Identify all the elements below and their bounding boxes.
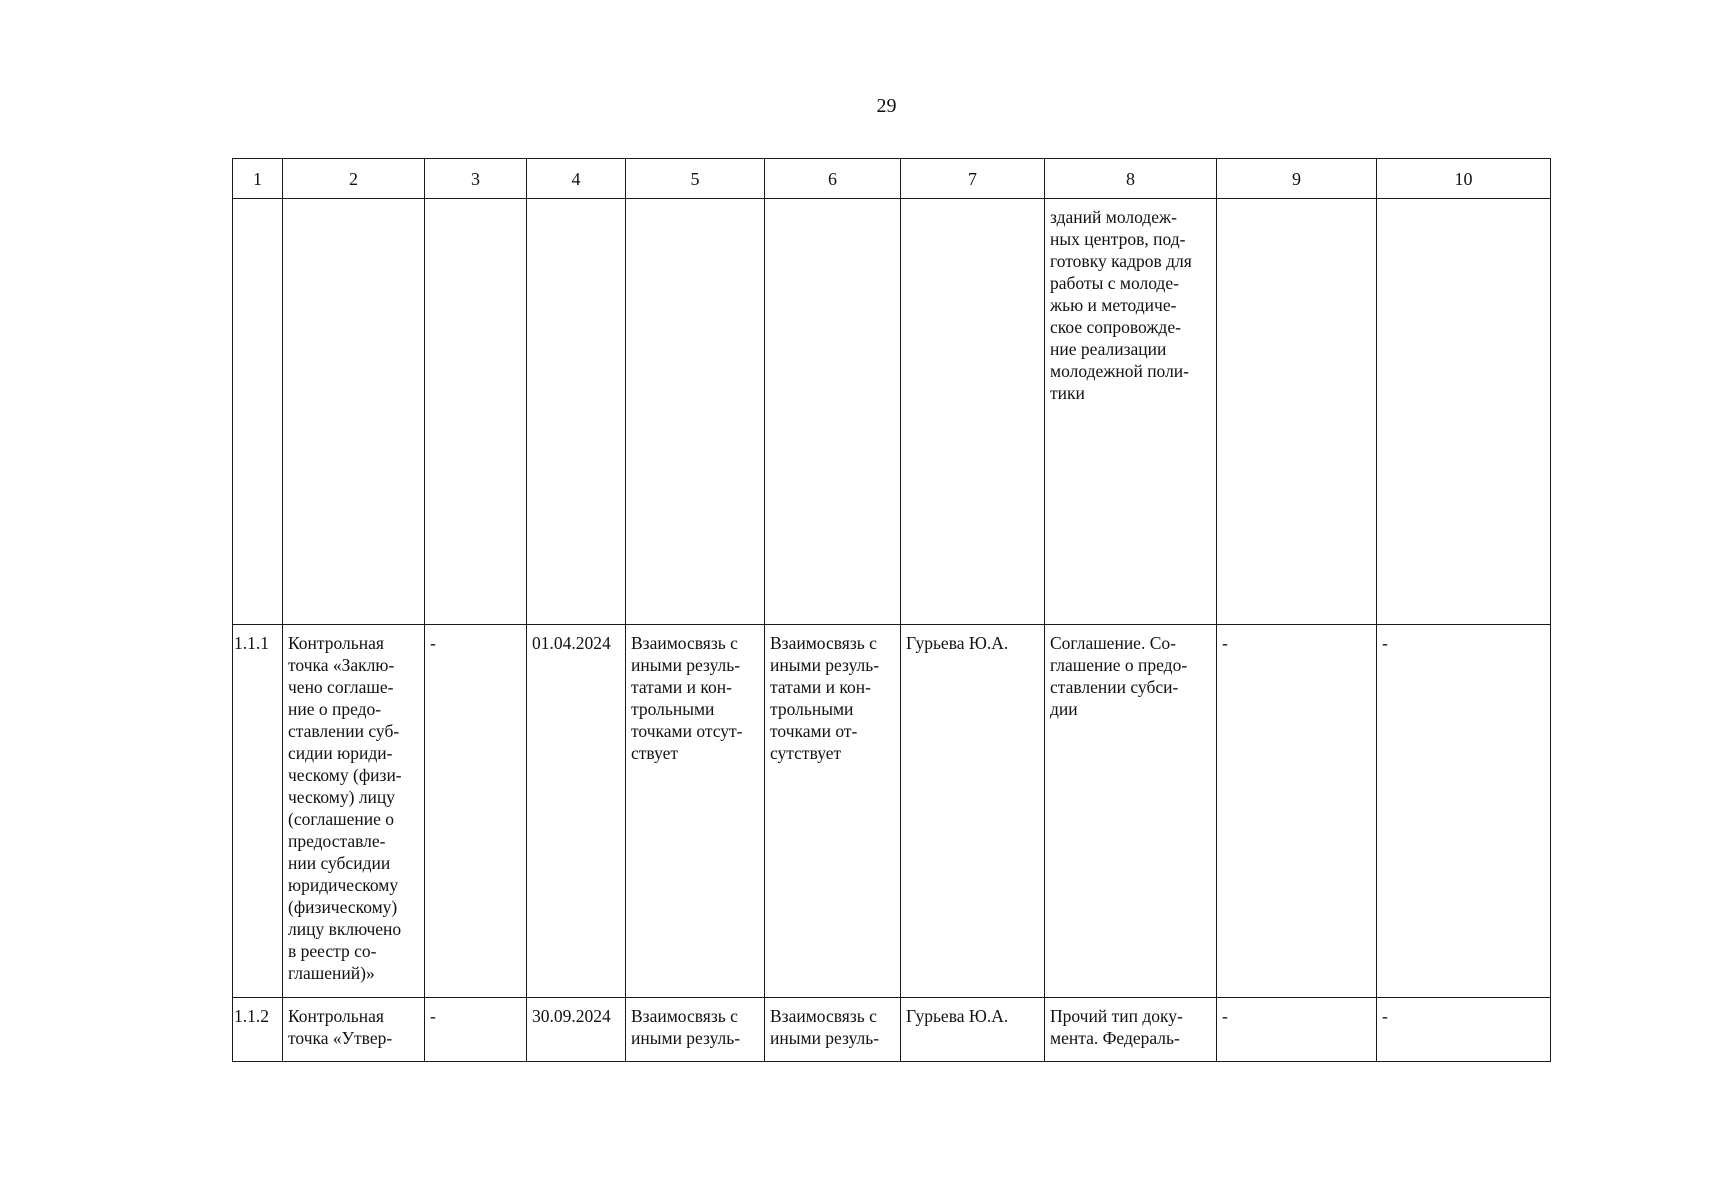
control-point-name-cell: Контрольная точка «Заклю- чено соглаше- ние о предо- ставлении суб- сидии юриди- ческому (физи- ческому) лицу (соглашение о предоставле- нии субсидии юридическому (физическому) лицу включено в реестр со- глашений)» [283,625,425,998]
table-cell [626,199,765,625]
table-cell: - [1217,998,1377,1062]
column-header: 4 [527,159,626,199]
row-number-cell: 1.1.2 [233,998,283,1062]
row-number-cell: 1.1.1 [233,625,283,998]
control-points-table [232,158,1551,1062]
responsible-cell: Гурьева Ю.А. [901,625,1045,998]
responsible-cell: Гурьева Ю.А. [901,998,1045,1062]
table-row-1-1-1 [233,625,1551,998]
document-type-cell: Соглашение. Со- глашение о предо- ставлении субси- дии [1045,625,1217,998]
relation-cell: Взаимосвязь с иными резуль- татами и кон- трольными точками отсут- ствует [626,625,765,998]
table-cell [901,199,1045,625]
table-cell: - [1377,625,1551,998]
table-row-1-1-2 [233,998,1551,1062]
table-cell [765,199,901,625]
date-cell: 01.04.2024 [527,625,626,998]
column-header: 7 [901,159,1045,199]
column-header: 5 [626,159,765,199]
table-cell: - [1217,625,1377,998]
table-cell [1217,199,1377,625]
table-cell [1377,199,1551,625]
page-number: 29 [876,95,897,117]
date-cell: 30.09.2024 [527,998,626,1062]
table-cell: - [425,625,527,998]
table-cell [527,199,626,625]
column-number-header-row [233,159,1551,199]
document-type-cell: Прочий тип доку- мента. Федераль- [1045,998,1217,1062]
relation-cell: Взаимосвязь с иными резуль- [626,998,765,1062]
column-header: 10 [1377,159,1551,199]
table-row-continuation [233,199,1551,625]
table-cell: - [425,998,527,1062]
table-cell [233,199,283,625]
table-cell [425,199,527,625]
table-cell-description: зданий молодеж- ных центров, под- готовку кадров для работы с молоде- жью и методиче- ское сопровожде- ние реализации молодежной поли- тики [1045,199,1217,625]
column-header: 3 [425,159,527,199]
table-cell: - [1377,998,1551,1062]
column-header: 9 [1217,159,1377,199]
relation-cell: Взаимосвязь с иными резуль- [765,998,901,1062]
column-header: 1 [233,159,283,199]
control-point-name-cell: Контрольная точка «Утвер- [283,998,425,1062]
column-header: 2 [283,159,425,199]
table-cell [283,199,425,625]
column-header: 8 [1045,159,1217,199]
relation-cell: Взаимосвязь с иными резуль- татами и кон- трольными точками от- сутствует [765,625,901,998]
column-header: 6 [765,159,901,199]
